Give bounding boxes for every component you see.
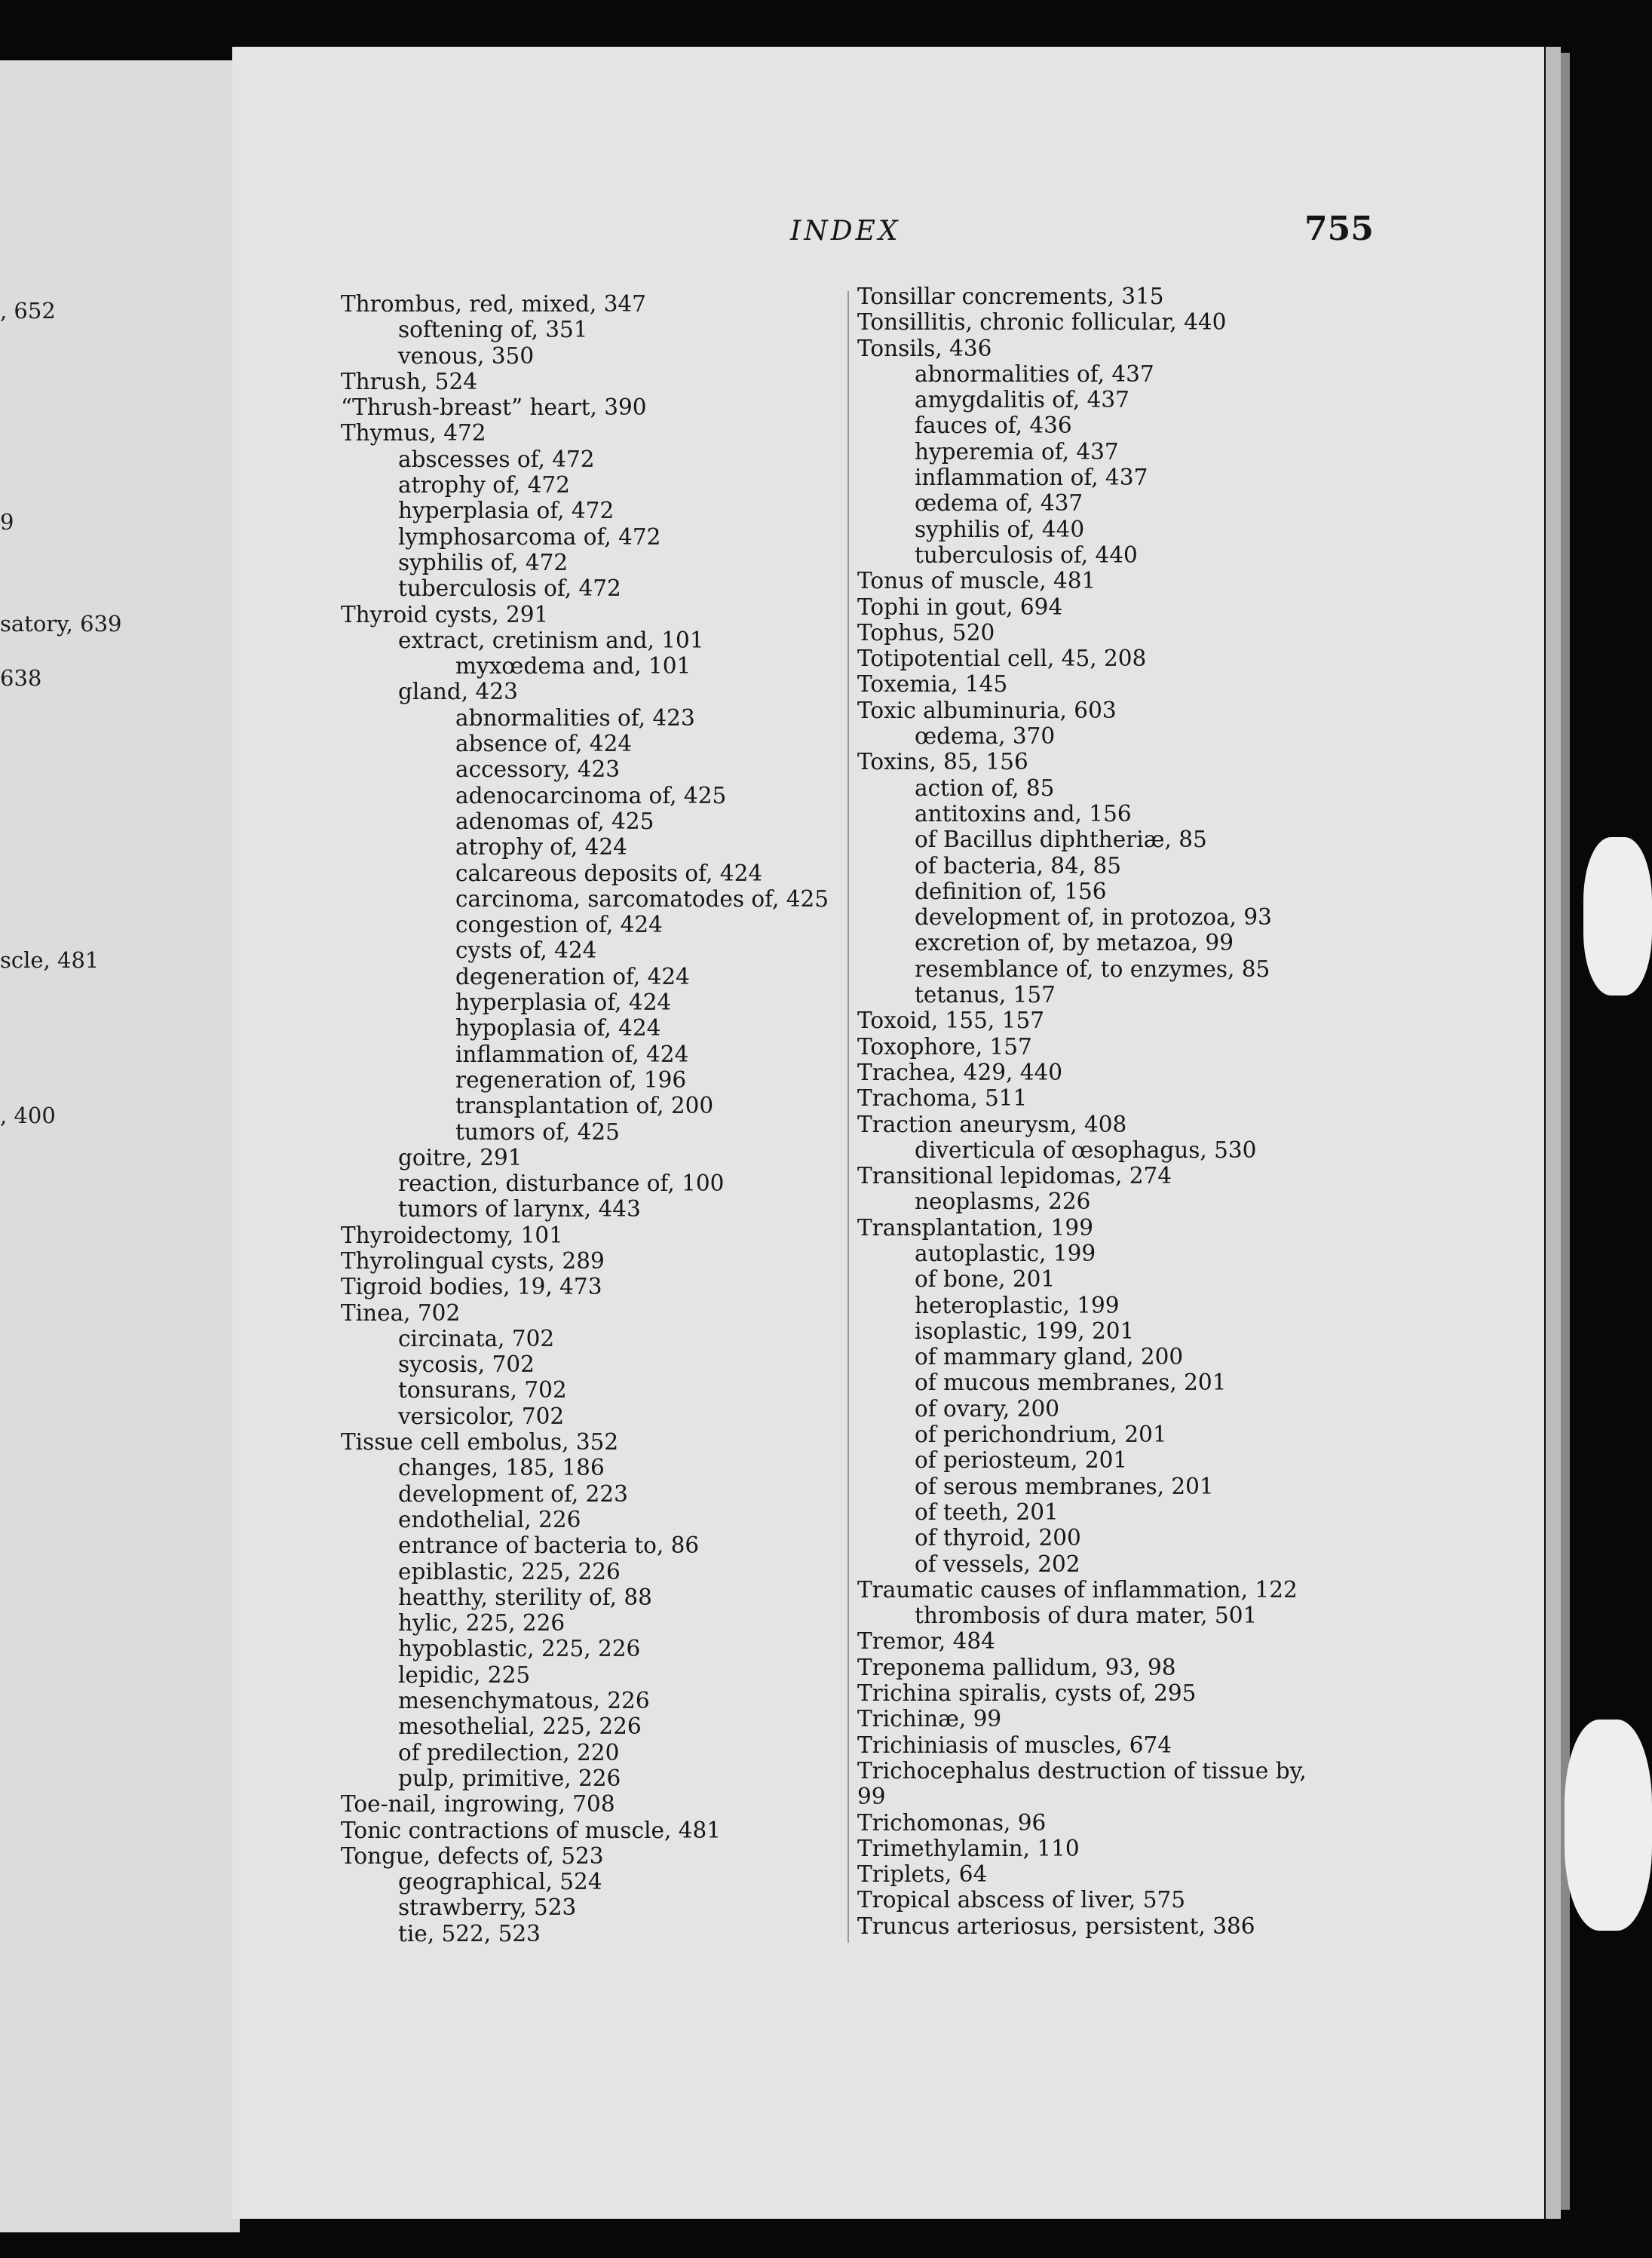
index-entry: amygdalitis of, 437	[915, 387, 1129, 413]
index-entry: definition of, 156	[915, 878, 1107, 904]
index-entry: Trichiniasis of muscles, 674	[857, 1732, 1172, 1758]
index-entry: excretion of, by metazoa, 99	[915, 930, 1234, 956]
index-entry: of ovary, 200	[915, 1395, 1059, 1422]
previous-page-fragment: 9	[0, 509, 14, 535]
index-entry: of vessels, 202	[915, 1551, 1080, 1577]
index-entry: mesothelial, 225, 226	[398, 1713, 642, 1740]
index-entry: action of, 85	[915, 775, 1055, 801]
index-entry: calcareous deposits of, 424	[455, 860, 763, 886]
index-entry: mesenchymatous, 226	[398, 1688, 650, 1714]
index-entry: fauces of, 436	[915, 413, 1072, 439]
index-entry: lymphosarcoma of, 472	[398, 523, 661, 550]
index-entry: Traumatic causes of inflammation, 122	[857, 1576, 1298, 1603]
index-entry: inflammation of, 424	[455, 1041, 689, 1067]
index-column-right	[857, 284, 1400, 1939]
index-entry: transplantation of, 200	[455, 1093, 714, 1119]
index-entry: hyperplasia of, 472	[398, 498, 615, 524]
index-entry: Trichomonas, 96	[857, 1809, 1047, 1836]
index-entry: of Bacillus diphtheriæ, 85	[915, 827, 1207, 853]
index-entry: Thyrolingual cysts, 289	[341, 1247, 605, 1274]
index-entry: Transplantation, 199	[857, 1214, 1093, 1241]
index-entry: Toxic albuminuria, 603	[857, 697, 1117, 723]
index-entry: venous, 350	[398, 342, 535, 369]
previous-page-fragment: scle, 481	[0, 947, 100, 973]
index-entry: hyperplasia of, 424	[455, 989, 672, 1016]
index-entry: hylic, 225, 226	[398, 1610, 565, 1637]
index-entry: Thrush, 524	[341, 368, 477, 394]
previous-page-edge	[0, 60, 240, 2232]
index-entry: development of, 223	[398, 1480, 628, 1507]
scan-smudge	[1565, 1720, 1652, 1931]
index-entry: atrophy of, 424	[455, 834, 627, 861]
index-entry: of perichondrium, 201	[915, 1422, 1167, 1448]
index-entry: abnormalities of, 423	[455, 704, 695, 731]
index-entry: Transitional lepidomas, 274	[857, 1163, 1172, 1189]
index-entry: Tongue, defects of, 523	[341, 1842, 604, 1869]
index-entry: Truncus arteriosus, persistent, 386	[857, 1913, 1255, 1939]
index-entry: endothelial, 226	[398, 1506, 581, 1532]
index-entry: syphilis of, 472	[398, 549, 569, 575]
index-entry: of periosteum, 201	[915, 1447, 1128, 1474]
index-entry: Tigroid bodies, 19, 473	[341, 1274, 602, 1300]
index-entry: hypoplasia of, 424	[455, 1015, 661, 1042]
index-entry: Thyroidectomy, 101	[341, 1222, 563, 1248]
index-entry: tuberculosis of, 440	[915, 541, 1138, 568]
index-entry: extract, cretinism and, 101	[398, 627, 704, 653]
index-entry: œdema, 370	[915, 723, 1056, 750]
index-entry: Tonsillar concrements, 315	[857, 284, 1164, 309]
index-entry: of serous membranes, 201	[915, 1473, 1214, 1499]
index-entry: of mammary gland, 200	[915, 1344, 1184, 1370]
index-entry: softening of, 351	[398, 317, 588, 343]
index-entry: Totipotential cell, 45, 208	[857, 646, 1147, 672]
index-entry: Thymus, 472	[341, 420, 486, 446]
index-entry: abnormalities of, 437	[915, 360, 1154, 387]
index-entry: Toxophore, 157	[857, 1033, 1032, 1060]
index-entry: Toxemia, 145	[857, 671, 1008, 698]
index-entry: tumors of larynx, 443	[398, 1196, 641, 1223]
index-entry: Tonsils, 436	[857, 335, 992, 361]
page-number: 755	[1304, 210, 1374, 248]
index-entry: Traction aneurysm, 408	[857, 1111, 1127, 1137]
index-entry: gland, 423	[398, 679, 518, 705]
index-entry: Tropical abscess of liver, 575	[857, 1887, 1185, 1913]
index-entry: Triplets, 64	[857, 1861, 988, 1888]
index-entry: antitoxins and, 156	[915, 800, 1132, 827]
index-entry: Trachea, 429, 440	[857, 1059, 1063, 1085]
page-edge	[1546, 47, 1561, 2219]
index-entry: reaction, disturbance of, 100	[398, 1170, 725, 1197]
index-entry: Tinea, 702	[341, 1299, 461, 1326]
index-entry: congestion of, 424	[455, 912, 663, 938]
index-entry: inflammation of, 437	[915, 465, 1148, 491]
index-entry: lepidic, 225	[398, 1661, 531, 1688]
index-entry: autoplastic, 199	[915, 1240, 1096, 1266]
index-entry: circinata, 702	[398, 1325, 555, 1351]
index-entry: of bone, 201	[915, 1266, 1056, 1293]
index-entry: 99	[857, 1784, 886, 1810]
index-entry: abscesses of, 472	[398, 446, 595, 472]
index-entry: regeneration of, 196	[455, 1066, 687, 1093]
index-entry: geographical, 524	[398, 1869, 602, 1895]
index-entry: accessory, 423	[455, 756, 621, 783]
index-entry: epiblastic, 225, 226	[398, 1558, 621, 1585]
index-entry: Treponema pallidum, 93, 98	[857, 1654, 1176, 1680]
index-entry: heteroplastic, 199	[915, 1292, 1120, 1318]
index-entry: neoplasms, 226	[915, 1189, 1091, 1215]
index-entry: thrombosis of dura mater, 501	[915, 1603, 1258, 1629]
index-entry: entrance of bacteria to, 86	[398, 1532, 700, 1559]
index-entry: Trimethylamin, 110	[857, 1835, 1080, 1861]
index-entry: Tremor, 484	[857, 1628, 995, 1655]
index-entry: Tonic contractions of muscle, 481	[341, 1817, 722, 1843]
index-entry: tuberculosis of, 472	[398, 575, 621, 602]
index-entry: pulp, primitive, 226	[398, 1765, 621, 1791]
index-column-left	[341, 291, 861, 1947]
index-entry: of thyroid, 200	[915, 1525, 1081, 1551]
index-entry: Trichocephalus destruction of tissue by,	[857, 1757, 1307, 1784]
index-entry: diverticula of œsophagus, 530	[915, 1137, 1257, 1163]
scan-smudge	[1583, 837, 1652, 996]
index-entry: versicolor, 702	[398, 1403, 565, 1429]
index-entry: of teeth, 201	[915, 1499, 1059, 1525]
index-entry: hyperemia of, 437	[915, 438, 1119, 465]
index-entry: heatthy, sterility of, 88	[398, 1584, 652, 1610]
index-entry: tumors of, 425	[455, 1118, 620, 1145]
index-entry: carcinoma, sarcomatodes of, 425	[455, 885, 829, 912]
index-entry: Thyroid cysts, 291	[341, 601, 549, 627]
index-entry: atrophy of, 472	[398, 472, 570, 499]
index-entry: Tophi in gout, 694	[857, 594, 1063, 620]
index-entry: Tonus of muscle, 481	[857, 568, 1096, 594]
index-entry: œdema of, 437	[915, 490, 1083, 517]
index-entry: Trichinæ, 99	[857, 1706, 1002, 1732]
index-entry: goitre, 291	[398, 1144, 523, 1170]
index-entry: absence of, 424	[455, 731, 633, 757]
index-entry: development of, in protozoa, 93	[915, 904, 1272, 931]
index-entry: Trachoma, 511	[857, 1085, 1028, 1112]
index-entry: syphilis of, 440	[915, 516, 1085, 542]
index-entry: of bacteria, 84, 85	[915, 852, 1122, 879]
index-entry: of mucous membranes, 201	[915, 1370, 1227, 1396]
index-entry: myxœdema and, 101	[455, 653, 691, 680]
previous-page-fragment: , 652	[0, 298, 56, 324]
previous-page-fragment: 638	[0, 665, 42, 691]
index-entry: strawberry, 523	[398, 1894, 577, 1921]
index-entry: Tophus, 520	[857, 619, 995, 646]
index-entry: Toxins, 85, 156	[857, 749, 1028, 775]
index-entry: “Thrush-breast” heart, 390	[341, 394, 647, 421]
index-entry: Thrombus, red, mixed, 347	[341, 291, 646, 317]
index-entry: tonsurans, 702	[398, 1377, 567, 1404]
index-entry: Tissue cell embolus, 352	[341, 1429, 619, 1456]
index-entry: Toe-nail, ingrowing, 708	[341, 1791, 615, 1818]
index-entry: resemblance of, to enzymes, 85	[915, 956, 1270, 982]
index-entry: tie, 522, 523	[398, 1920, 541, 1947]
previous-page-fragment: , 400	[0, 1103, 56, 1128]
index-entry: changes, 185, 186	[398, 1455, 605, 1481]
index-entry: isoplastic, 199, 201	[915, 1318, 1135, 1344]
index-entry: of predilection, 220	[398, 1739, 620, 1766]
index-entry: cysts of, 424	[455, 937, 597, 964]
index-entry: adenocarcinoma of, 425	[455, 782, 727, 808]
index-entry: sycosis, 702	[398, 1351, 535, 1378]
index-entry: Trichina spiralis, cysts of, 295	[857, 1680, 1197, 1707]
index-entry: adenomas of, 425	[455, 808, 654, 834]
index-entry: tetanus, 157	[915, 982, 1056, 1008]
index-entry: Toxoid, 155, 157	[857, 1008, 1044, 1034]
previous-page-fragment: satory, 639	[0, 611, 122, 637]
running-header: INDEX	[790, 216, 901, 247]
index-entry: hypoblastic, 225, 226	[398, 1636, 641, 1662]
index-entry: Tonsillitis, chronic follicular, 440	[857, 309, 1227, 336]
index-entry: degeneration of, 424	[455, 963, 690, 989]
